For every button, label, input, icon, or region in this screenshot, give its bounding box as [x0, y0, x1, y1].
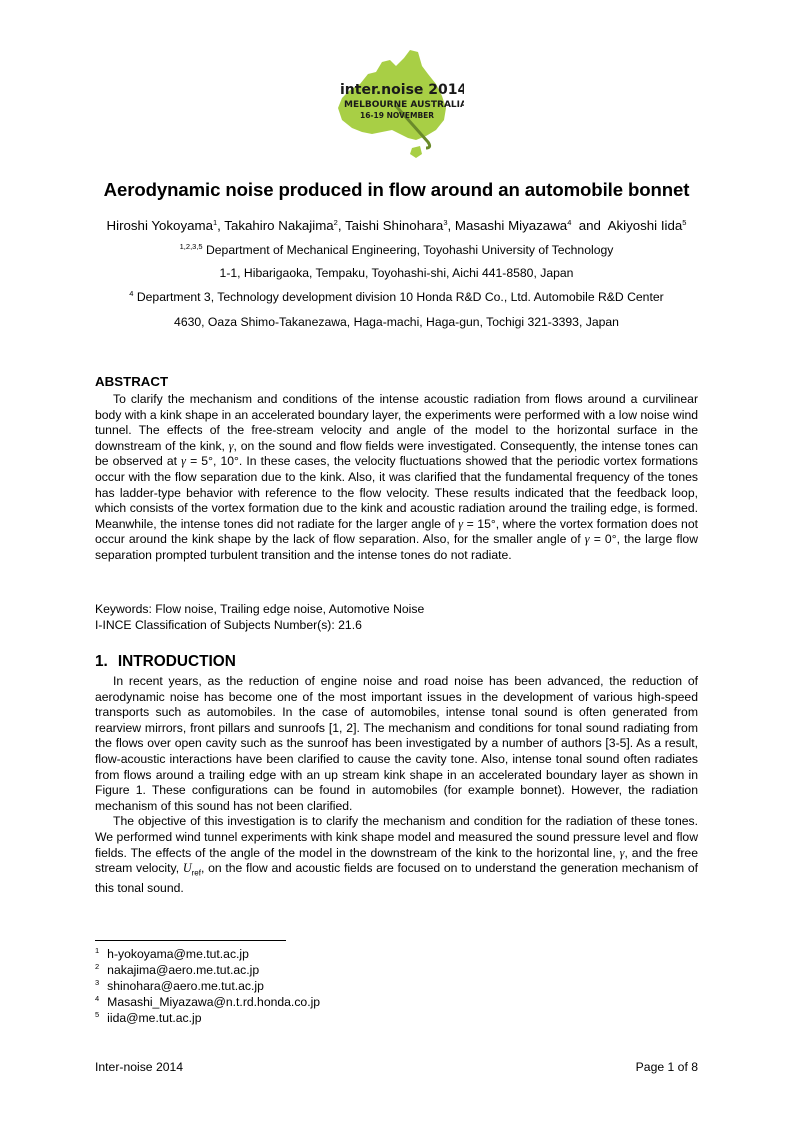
section-number: 1. [95, 653, 108, 670]
uref-symbol: U [182, 861, 192, 876]
abstract-text: = 0°, the large flow separation prompted turbulent transition and the intense tones do not radiate. [95, 532, 698, 562]
intro-paragraph-2 [95, 814, 698, 896]
affiliation-2 [0, 290, 793, 304]
conference-logo [330, 44, 464, 166]
footnote-email-link[interactable]: shinohara@aero.me.tut.ac.jp [107, 979, 264, 993]
intro-paragraph-1: In recent years, as the reduction of engine noise and road noise has been advanced, the reduction of aerodynamic noise has become one of the most important issues in the development of various high-speed transports such as automobiles. In the case of automobiles, intense tonal sound is often generated from rearview mirrors, front pillars and sunroofs [1, 2]. The mechanism and conditions for tonal sound radiating from the flows over open cavity such as the sunroof has been investigated by a number of authors [3-5]. As a result, flow-acoustic interactions have been clarified to cause the cavity tone. Also, intense tonal sound often radiates from flows around a trailing edge with an up stream kink shape in an accelerated boundary layer as shown in Figure 1. These configurations can be found in automobiles (for example bonnet). However, the radiation mechanism of this sound has not been clarified. [95, 674, 698, 813]
abstract-text: = 15°, where the vortex formation does not occur around the kink shape by the lack of flow separation. Also, for the smaller angle of [95, 516, 698, 547]
author-sep: and [571, 218, 605, 233]
abstract-text: , on the sound and flow fields were investigated. Consequently, the intense tones can be observed at [95, 438, 698, 469]
gamma-symbol: γ [584, 532, 590, 547]
affiliation-text: Department 3, Technology development division 10 Honda R&D Co., Ltd. Automobile R&D Center [133, 290, 664, 304]
introduction-body [95, 674, 698, 897]
author-sup: 4 [567, 218, 572, 227]
author-list [0, 218, 793, 233]
author-name: Taishi Shinohara [345, 218, 444, 233]
footnote [95, 995, 320, 1009]
logo-line2: MELBOURNE AUSTRALIA [344, 100, 464, 110]
author-sup: 5 [682, 218, 687, 227]
australia-map-logo [330, 44, 464, 166]
abstract-text: = 5°, 10°. In these cases, the velocity fluctuations showed that the periodic vortex formations occur with the flow separation due to the kink. Also, it was clarified that the fundamental frequency of the tones has ladder-type behavior with reference to the flow velocity. These results indicated that the feedback loop, which consists of the vortex formation due to the kink and acoustic radiation around the trailing edge, is formed. Meanwhile, the intense tones did not radiate for the larger angle of [95, 454, 698, 531]
affiliation-sup: 4 [129, 289, 134, 298]
gamma-symbol: γ [181, 454, 186, 469]
abstract-heading: ABSTRACT [95, 374, 169, 389]
paper-title: Aerodynamic noise produced in flow around an automobile bonnet [103, 179, 690, 200]
footnote-number: 3 [95, 978, 100, 987]
footnote [95, 947, 249, 961]
gamma-symbol: γ [619, 845, 625, 860]
author-sep: , [337, 218, 345, 233]
footnote [95, 963, 259, 977]
author-name: Takahiro Nakajima [224, 218, 334, 233]
affiliation-text: Department of Mechanical Engineering, Toyohashi University of Technology [202, 243, 614, 257]
uref-subscript: ref [191, 868, 201, 878]
intro-text: , on the flow and acoustic fields are focused on to understand the generation mechanism of this tonal sound. [95, 861, 698, 896]
author-sep: , [447, 218, 455, 233]
author-sup: 1 [212, 218, 218, 227]
intro-text: , and the free stream velocity, [95, 845, 698, 876]
affiliation-sup: 1,2,3,5 [179, 242, 203, 251]
abstract-text: To clarify the mechanism and conditions of the intense acoustic radiation from flows around a curvilinear body with a kink shape in an accelerated boundary layer, the experiments were performed with a low noise wind tunnel. The effects of the free-stream velocity and angle of the model to the horizontal surface in the downstream of the kink, [95, 392, 698, 453]
footnote-email-link[interactable]: Masashi_Miyazawa@n.t.rd.honda.co.jp [107, 995, 321, 1009]
author-sup: 2 [333, 218, 338, 227]
footnote-email-link[interactable]: h-yokoyama@me.tut.ac.jp [107, 947, 249, 961]
footnote-number: 5 [95, 1010, 100, 1019]
footnote-number: 4 [95, 994, 100, 1003]
footnote-number: 1 [95, 946, 100, 955]
logo-line3: 16-19 NOVEMBER [360, 111, 435, 120]
footnote-divider [95, 940, 286, 941]
affiliation-1-address: 1-1, Hibarigaoka, Tempaku, Toyohashi-shi, Aichi 441-8580, Japan [219, 266, 574, 280]
author-sup: 3 [443, 218, 448, 227]
footnote-email-link[interactable]: nakajima@aero.me.tut.ac.jp [107, 963, 260, 977]
keywords: Keywords: Flow noise, Trailing edge noise, Automotive Noise [95, 602, 425, 616]
intro-text: The objective of this investigation is to clarify the mechanism and condition for the radiation of these tones. We performed wind tunnel experiments with kink shape model and measured the sound pressure level and flow fields. The effects of the angle of the model in the downstream of the kink to the horizontal line, [95, 814, 698, 860]
abstract-body [95, 392, 698, 564]
gamma-symbol: γ [228, 438, 234, 453]
footnote [95, 1011, 202, 1025]
introduction-heading [95, 653, 246, 671]
author-name: Masashi Miyazawa [454, 218, 568, 233]
footnote-email-link[interactable]: iida@me.tut.ac.jp [107, 1011, 202, 1025]
author-name: Akiyoshi Iida [607, 218, 683, 233]
author-sep: , [217, 218, 225, 233]
affiliation-1 [0, 243, 793, 257]
logo-line1: inter.noise 2014 [340, 82, 464, 98]
gamma-symbol: γ [458, 516, 464, 531]
tasmania-silhouette [410, 146, 422, 158]
footnote-number: 2 [95, 962, 100, 971]
footer-page-number: Page 1 of 8 [635, 1060, 698, 1074]
classification: I-INCE Classification of Subjects Number(s): 21.6 [95, 618, 362, 632]
footnote [95, 979, 264, 993]
affiliation-2-address: 4630, Oaza Shimo-Takanezawa, Haga-machi, Haga-gun, Tochigi 321-3393, Japan [174, 315, 619, 329]
section-title: INTRODUCTION [117, 653, 236, 670]
author-name: Hiroshi Yokoyama [106, 218, 213, 233]
footer-conference: Inter-noise 2014 [95, 1060, 184, 1074]
